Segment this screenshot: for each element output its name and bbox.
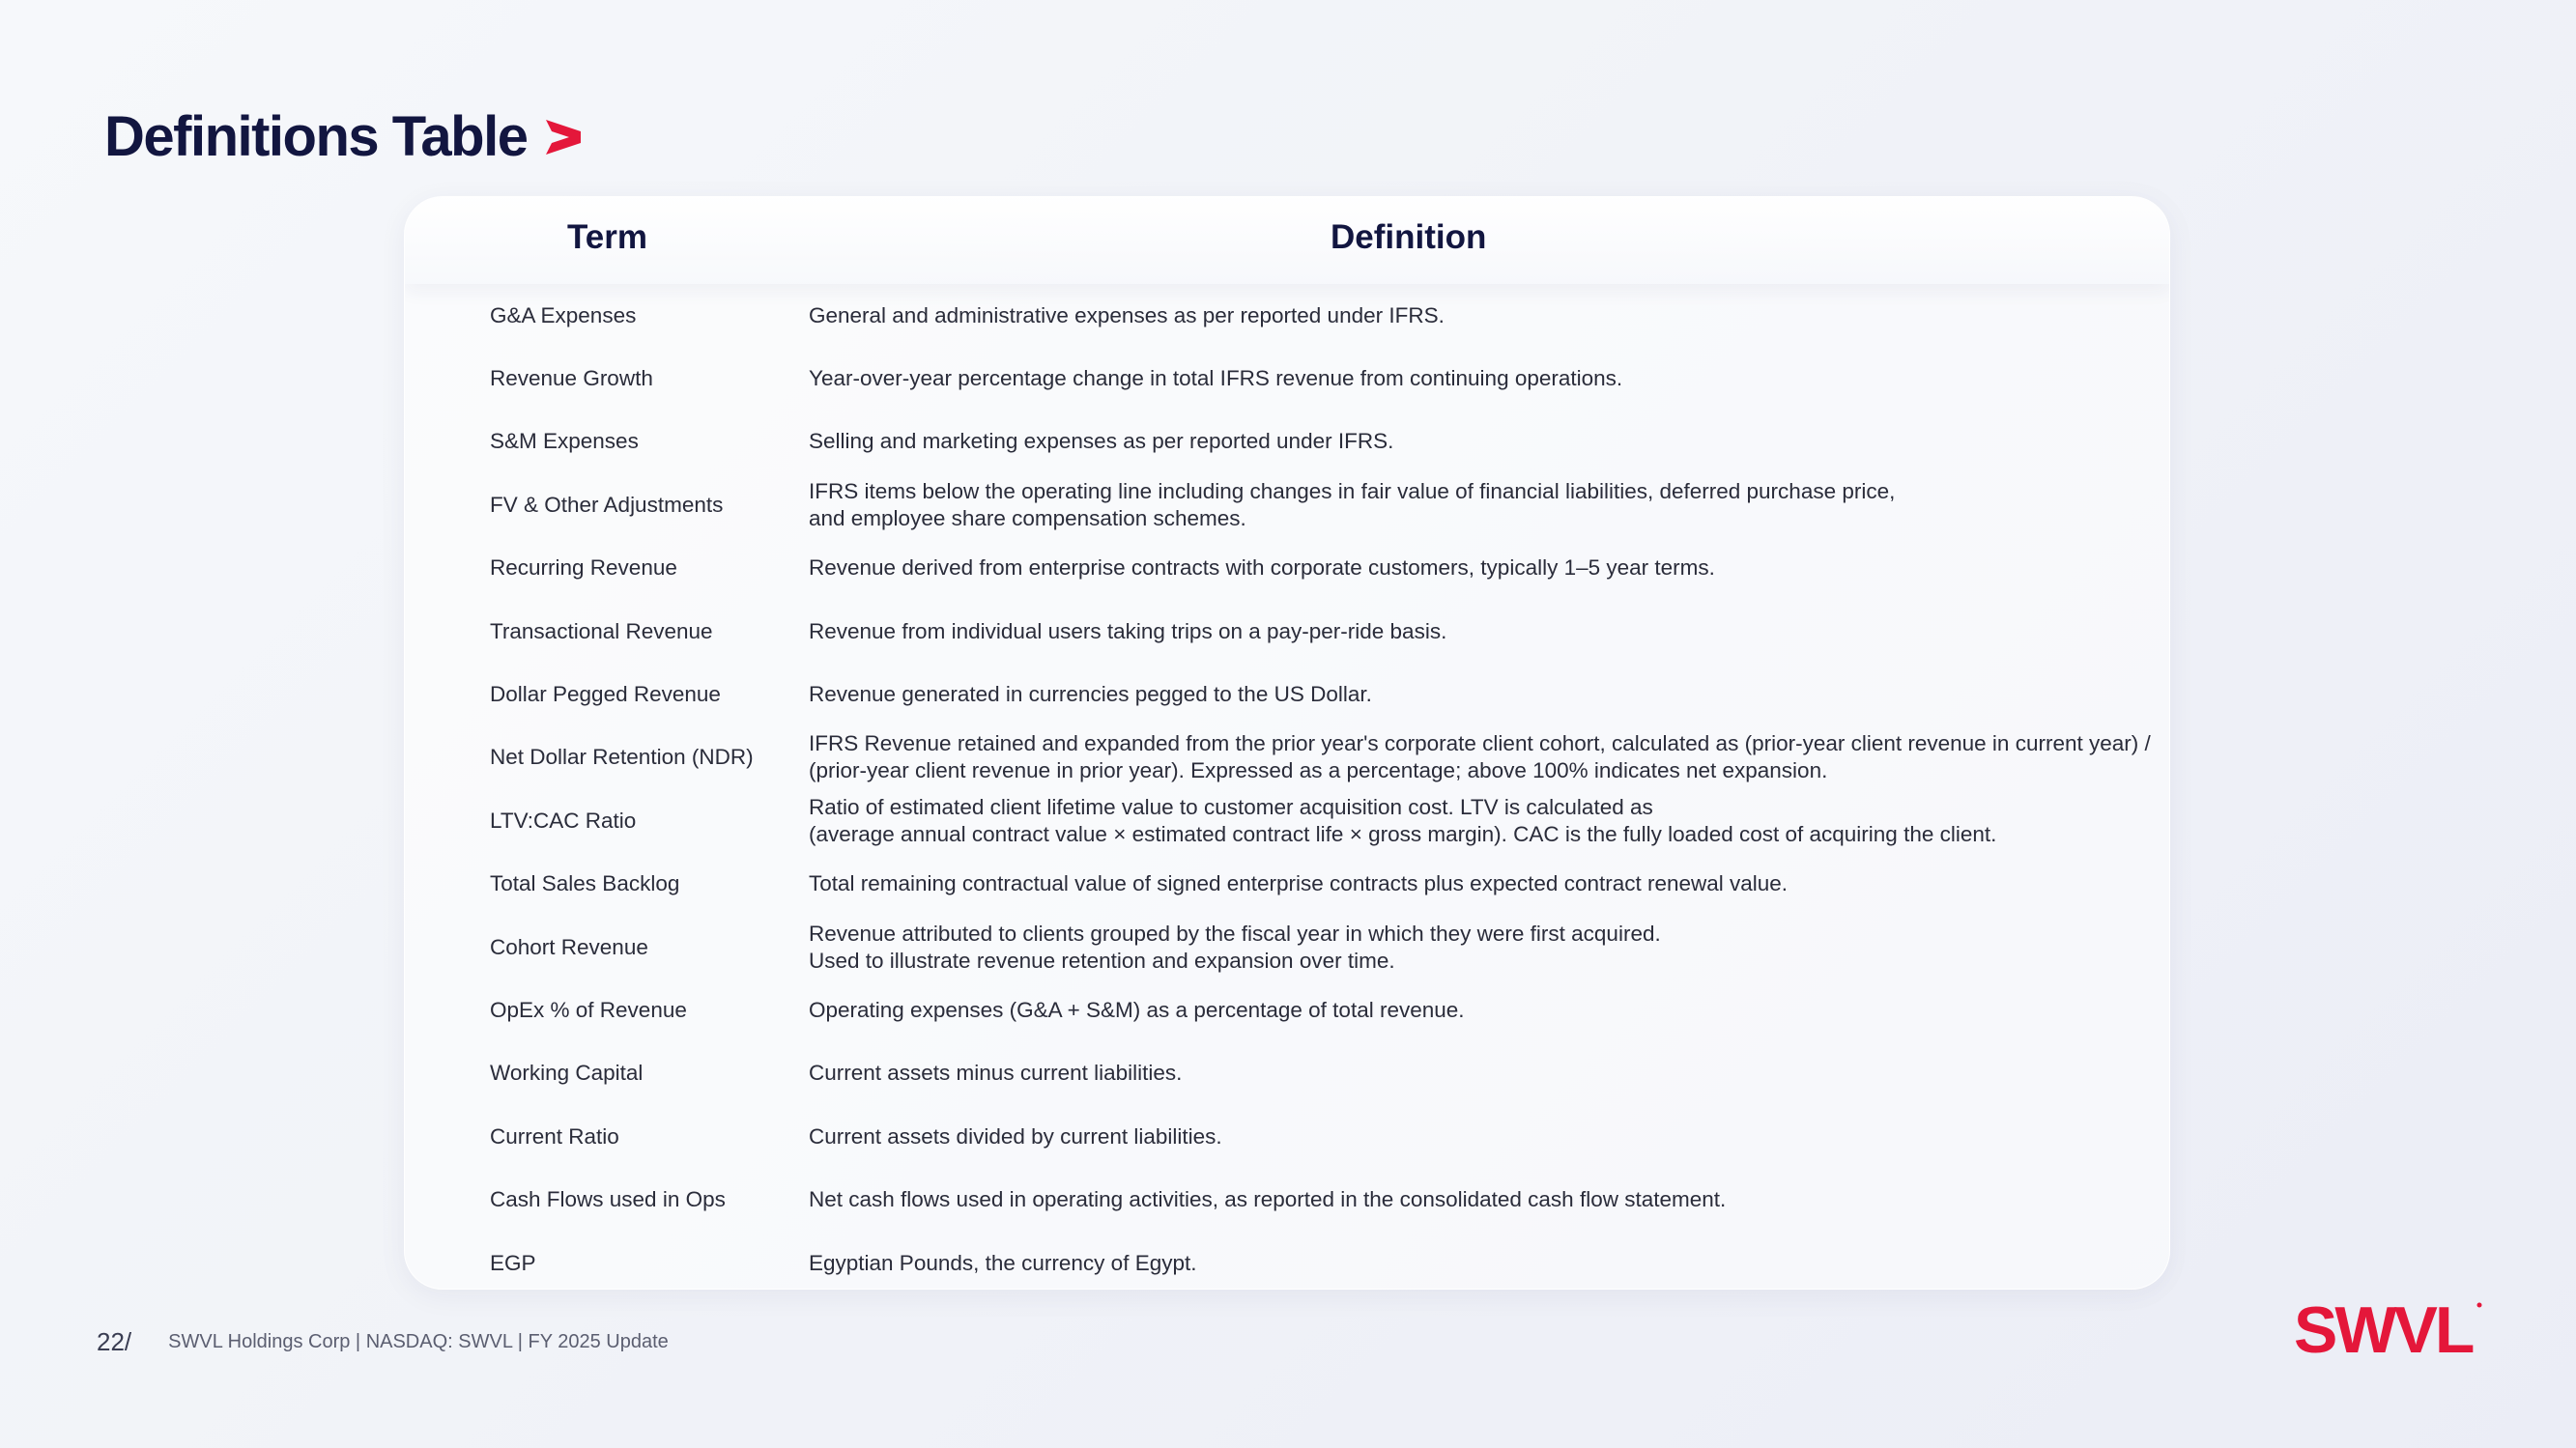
term-cell: LTV:CAC Ratio	[490, 808, 637, 833]
definition-cell: Revenue attributed to clients grouped by the fiscal year in which they were first acquired. Used to illustrate revenue retention and expansion over time.	[809, 921, 1661, 973]
term-cell: G&A Expenses	[490, 302, 637, 327]
table-row	[405, 853, 2169, 916]
footer-text: SWVL Holdings Corp | NASDAQ: SWVL | FY 2025 Update	[168, 1331, 669, 1352]
definition-cell: Selling and marketing expenses as per reported under IFRS.	[809, 429, 1394, 454]
table-row	[405, 1168, 2169, 1231]
definition-cell: Revenue derived from enterprise contracts with corporate customers, typically 1–5 year terms.	[809, 555, 1715, 581]
term-cell: Recurring Revenue	[490, 555, 677, 581]
table-row	[405, 789, 2169, 852]
table-header	[405, 197, 2169, 284]
definition-cell: General and administrative expenses as per reported under IFRS.	[809, 302, 1445, 327]
table-row	[405, 1105, 2169, 1168]
table-row	[405, 347, 2169, 410]
table-row	[405, 979, 2169, 1041]
page-number: 22/	[97, 1327, 132, 1356]
definition-cell: IFRS items below the operating line including changes in fair value of financial liabilities, deferred purchase price, and employee share compensation schemes.	[809, 478, 1896, 530]
column-header-term: Term	[567, 218, 647, 256]
term-cell: Total Sales Backlog	[490, 871, 680, 896]
term-cell: Dollar Pegged Revenue	[490, 682, 721, 707]
term-cell: Cohort Revenue	[490, 934, 648, 959]
term-cell: Cash Flows used in Ops	[490, 1187, 726, 1212]
definition-cell: Revenue generated in currencies pegged to the US Dollar.	[809, 682, 1372, 707]
logo-text: SWVL	[2294, 1299, 2473, 1359]
footer	[97, 1327, 669, 1357]
definition-cell: Ratio of estimated client lifetime value to customer acquisition cost. LTV is calculated as (average annual contract value × estimated contract life × gross margin). CAC is the fully loaded cost of acquiring the client.	[809, 794, 1997, 846]
term-cell: Working Capital	[490, 1061, 644, 1086]
table-row	[405, 663, 2169, 725]
term-cell: OpEx % of Revenue	[490, 997, 687, 1022]
page-title	[104, 104, 587, 169]
term-cell: FV & Other Adjustments	[490, 492, 724, 517]
chevron-right-icon	[542, 116, 587, 158]
table-row	[405, 916, 2169, 979]
table-row	[405, 1042, 2169, 1105]
definition-cell: Operating expenses (G&A + S&M) as a percentage of total revenue.	[809, 997, 1465, 1022]
definition-cell: Egyptian Pounds, the currency of Egypt.	[809, 1250, 1197, 1275]
term-cell: Revenue Growth	[490, 366, 653, 391]
page-title-text: Definitions Table	[104, 105, 528, 168]
table-row	[405, 600, 2169, 663]
definition-cell: Total remaining contractual value of signed enterprise contracts plus expected contract renewal value.	[809, 871, 1789, 896]
table-row	[405, 473, 2169, 536]
table-row	[405, 1232, 2169, 1290]
table-row	[405, 726, 2169, 789]
term-cell: Transactional Revenue	[490, 618, 713, 643]
definition-cell: Current assets divided by current liabilities.	[809, 1123, 1222, 1149]
definition-cell: Net cash flows used in operating activities, as reported in the consolidated cash flow statement.	[809, 1187, 1727, 1212]
definition-cell: Revenue from individual users taking trips on a pay-per-ride basis.	[809, 618, 1447, 643]
table-row	[405, 284, 2169, 347]
definition-cell: Year-over-year percentage change in total IFRS revenue from continuing operations.	[809, 366, 1623, 391]
column-header-definition: Definition	[1331, 218, 1487, 256]
term-cell: Current Ratio	[490, 1123, 619, 1149]
term-cell: Net Dollar Retention (NDR)	[490, 745, 754, 770]
table-row	[405, 411, 2169, 473]
definitions-table	[404, 196, 2170, 1290]
table-row	[405, 537, 2169, 600]
definition-cell: IFRS Revenue retained and expanded from the prior year's corporate client cohort, calculated as (prior-year client revenue in current year) / (prior-year client revenue in prior year). Expressed as a percentage; above 100% indicates net expansion.	[809, 731, 2151, 783]
swvl-logo	[2294, 1299, 2485, 1359]
table-body	[405, 284, 2169, 1290]
definition-cell: Current assets minus current liabilities.	[809, 1061, 1183, 1086]
term-cell: EGP	[490, 1250, 536, 1275]
term-cell: S&M Expenses	[490, 429, 639, 454]
